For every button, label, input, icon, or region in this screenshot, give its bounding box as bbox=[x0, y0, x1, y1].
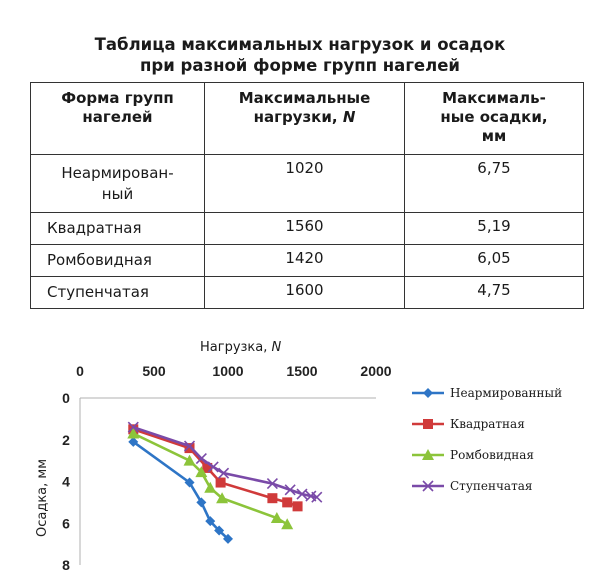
data-point-2 bbox=[184, 455, 196, 466]
row-settlement: 4,75 bbox=[405, 277, 584, 309]
header-shape-line2: нагелей bbox=[82, 108, 153, 126]
data-point-2 bbox=[281, 518, 293, 529]
legend-label: Ромбовидная bbox=[450, 448, 534, 462]
y-axis-title: Осадка, мм bbox=[35, 458, 50, 538]
legend-swatch bbox=[410, 446, 446, 464]
row-settlement: 6,05 bbox=[405, 245, 584, 277]
y-tick-label: 0 bbox=[62, 390, 70, 406]
data-point-1 bbox=[267, 493, 277, 503]
table-title-line1: Таблица максимальных нагрузок и осадок bbox=[94, 35, 506, 54]
row-load: 1020 bbox=[205, 155, 405, 213]
legend-marker bbox=[423, 388, 433, 398]
header-load-unit: N bbox=[342, 108, 356, 126]
header-load-line1: Максимальные bbox=[238, 89, 371, 107]
header-load-line2: нагрузки, bbox=[253, 108, 338, 126]
row-name: Ступенчатая bbox=[31, 277, 205, 309]
legend-swatch bbox=[410, 415, 446, 433]
data-point-1 bbox=[293, 501, 303, 511]
row-settlement: 5,19 bbox=[405, 213, 584, 245]
y-tick-label: 6 bbox=[62, 515, 70, 532]
x-tick-label: 1000 bbox=[212, 363, 244, 379]
y-tick-label: 4 bbox=[62, 473, 70, 490]
row-name: Квадратная bbox=[31, 213, 205, 245]
series-line-2 bbox=[133, 434, 287, 525]
header-settlement-line2: ные осадки, bbox=[440, 108, 548, 126]
x-tick-label: 2000 bbox=[360, 363, 392, 379]
data-point-1 bbox=[216, 478, 226, 488]
row-name-line1: Неармирован- bbox=[61, 163, 174, 182]
legend-swatch bbox=[410, 477, 446, 495]
legend-swatch bbox=[410, 384, 446, 402]
x-tick-label: 1500 bbox=[286, 363, 318, 379]
row-name-line2: ный bbox=[101, 184, 134, 203]
legend-label: Ступенчатая bbox=[450, 479, 533, 493]
data-point-2 bbox=[204, 482, 216, 493]
header-shape-line1: Форма групп bbox=[61, 89, 174, 107]
header-settlement-line3: мм bbox=[481, 127, 507, 145]
row-load: 1600 bbox=[205, 277, 405, 309]
row-settlement: 6,75 bbox=[405, 155, 584, 213]
row-name: Ромбовидная bbox=[31, 245, 205, 277]
legend-label: Неармированный bbox=[450, 386, 563, 400]
x-tick-label: 0 bbox=[76, 363, 84, 379]
y-tick-label: 2 bbox=[62, 431, 70, 448]
x-axis-title-unit: N bbox=[271, 340, 282, 355]
row-load: 1420 bbox=[205, 245, 405, 277]
table-title-line2: при разной форме групп нагелей bbox=[140, 56, 460, 75]
row-load: 1560 bbox=[205, 213, 405, 245]
y-tick-label: 8 bbox=[62, 557, 70, 573]
x-axis-title-text: Нагрузка, bbox=[200, 340, 272, 355]
legend-label: Квадратная bbox=[450, 417, 525, 431]
header-settlement-line1: Максималь- bbox=[442, 89, 546, 107]
data-point-1 bbox=[282, 497, 292, 507]
x-tick-label: 500 bbox=[142, 363, 166, 379]
legend-marker bbox=[423, 419, 433, 429]
